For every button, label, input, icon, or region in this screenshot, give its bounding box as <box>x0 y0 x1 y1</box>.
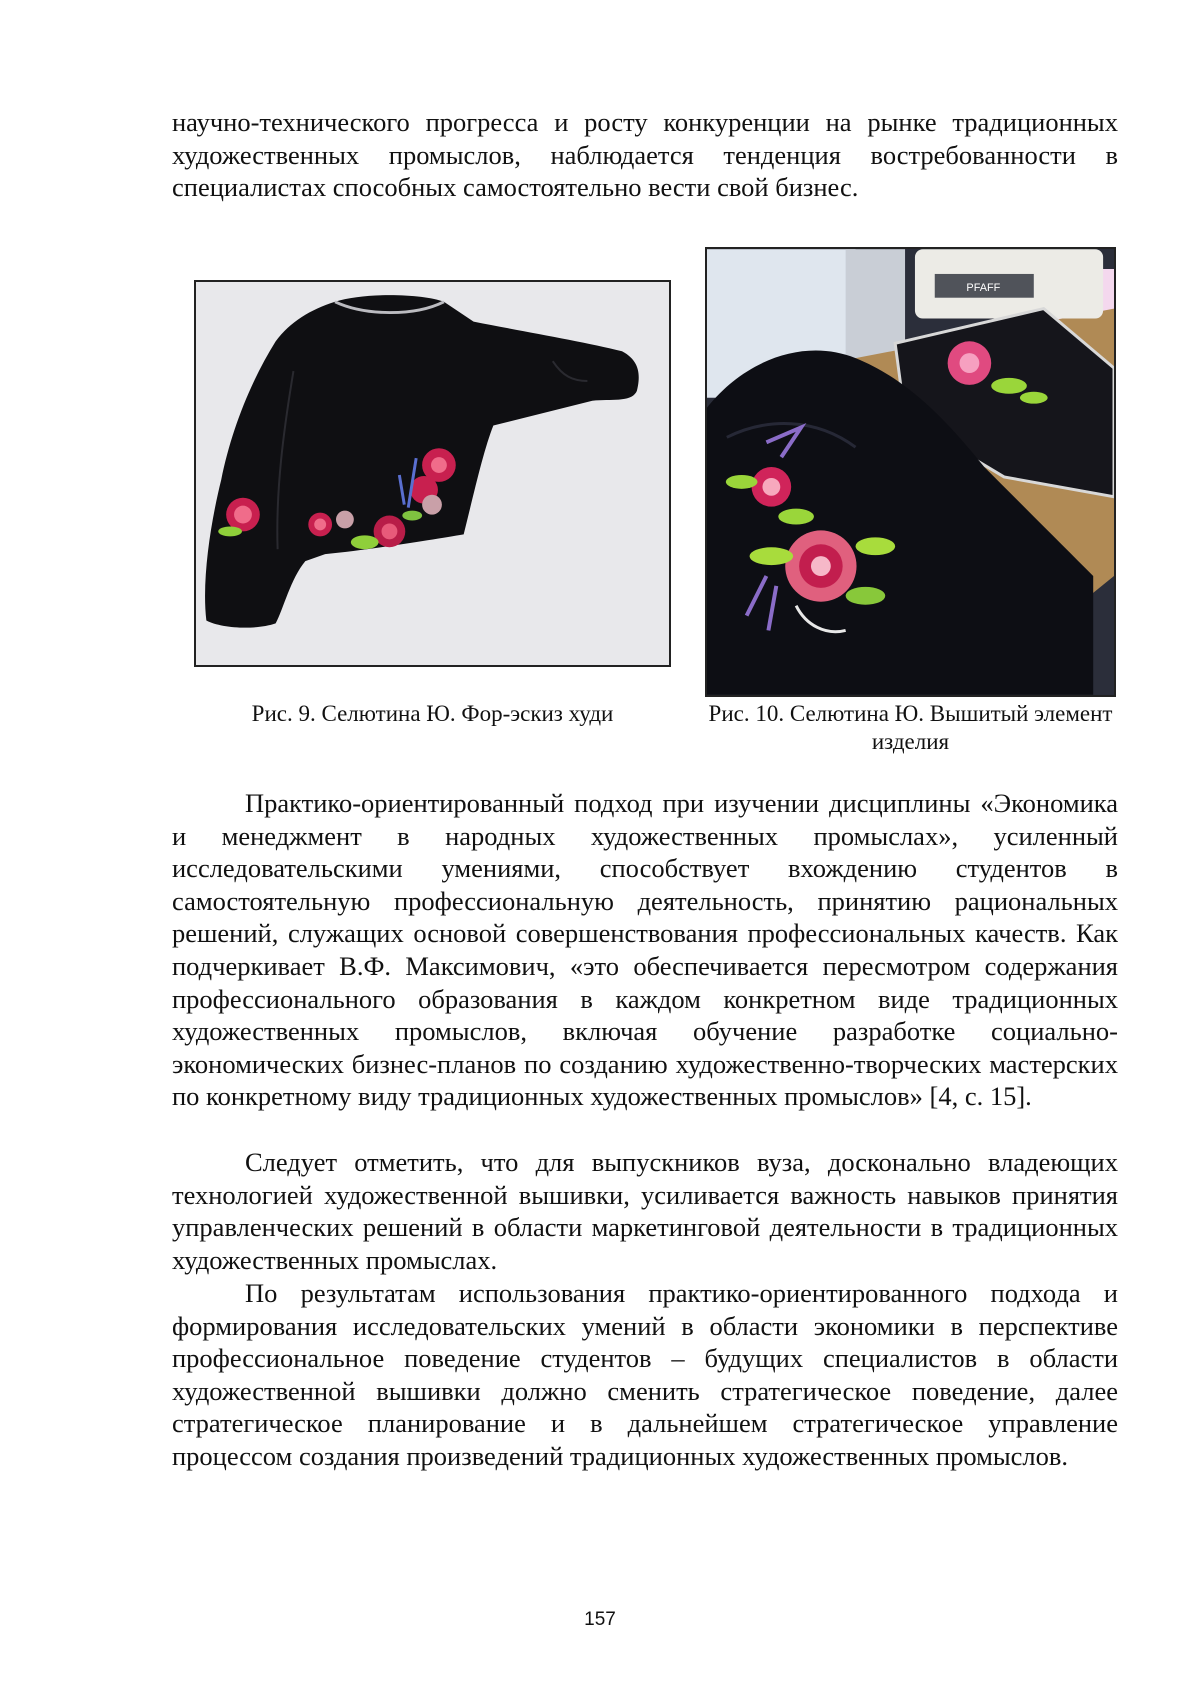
hoodie-sketch-image <box>196 282 669 665</box>
body-paragraph-1: Практико-ориентированный подход при изучении дисциплины «Экономика и менеджмент в народных художественных промыслах», усиленный исследовательскими умениями, способствует вхождению студентов в самостоятельную профессиональную деятельность, принятию рациональных решений, служащих основой совершенствования профессиональных качеств. Как подчеркивает В.Ф. Максимович, «это обеспечивается пересмотром содержания профессионального образования в каждом конкретном виде традиционных художественных промыслов, включая обучение разработке социально-экономических бизнес-планов по созданию художественно-творческих мастерских по конкретному виду традиционных художественных промыслов» [4, с. 15]. <box>172 788 1118 1112</box>
machine-brand-text: PFAFF <box>966 281 1001 294</box>
body-paragraph-2: Следует отметить, что для выпускников вуза, досконально владеющих технологией художественной вышивки, усиливается важность навыков принятия управленческих решений в области маркетинговой деятельности в традиционных художественных промыслах. <box>172 1147 1118 1275</box>
body-paragraph-3: По результатам использования практико-ориентированного подхода и формирования исследовательских умений в области экономики в перспективе профессиональное поведение студентов – будущих специалистов в области художественной вышивки должно сменить стратегическое поведение, далее стратегическое планирование и в дальнейшем стратегическое управление процессом создания произведений традиционных художественных промыслов. <box>172 1278 1118 1471</box>
figure-10-caption: Рис. 10. Селютина Ю. Вышитый элемент изделия <box>708 701 1113 754</box>
embroidery-photo-image <box>707 249 1114 695</box>
figure-embroidery-photo <box>705 247 1116 697</box>
page-number: 157 <box>584 1609 616 1630</box>
figure-9-caption: Рис. 9. Селютина Ю. Фор-эскиз худи <box>251 701 614 726</box>
figure-hoodie-sketch <box>194 280 671 667</box>
top-paragraph: научно-технического прогресса и росту конкуренции на рынке традиционных художественных промыслов, наблюдается тенденция востребованности в специалистах способных самостоятельно вести свой бизнес. <box>172 107 1118 203</box>
